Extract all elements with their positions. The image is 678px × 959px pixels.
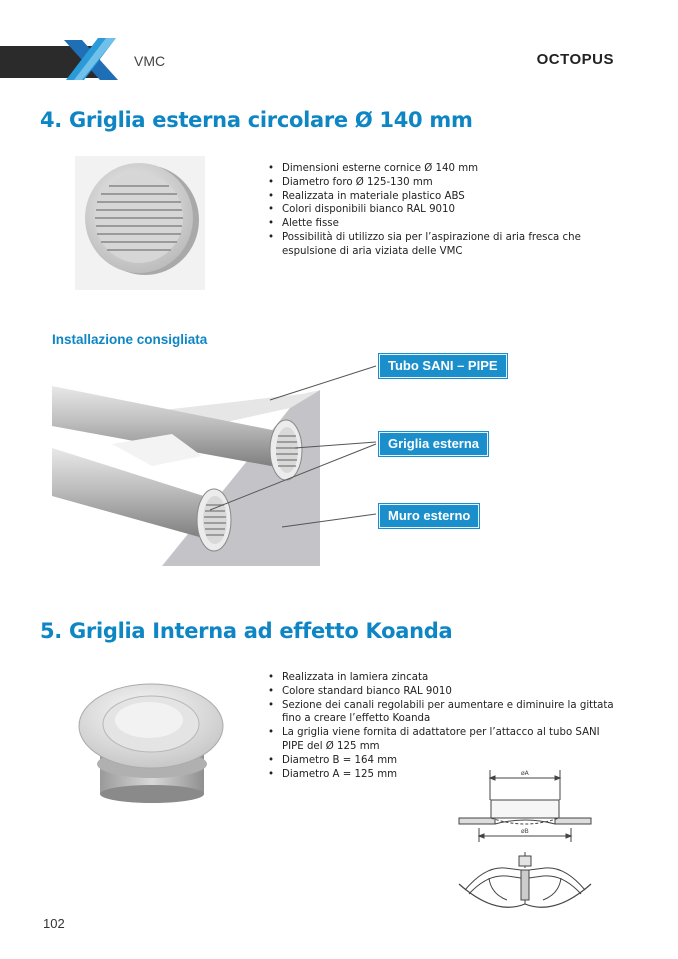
list-item: • Diametro foro Ø 125-130 mm xyxy=(268,176,630,190)
koanda-grille-image xyxy=(76,680,226,804)
list-item: • Possibilità di utilizzo sia per l’aspirazione di aria fresca che espulsione di aria viziata delle VMC xyxy=(268,231,630,259)
callout-wall-label: Muro esterno xyxy=(379,504,479,528)
list-item: • Realizzata in materiale plastico ABS xyxy=(268,190,630,204)
list-item: • Diametro A = 125 mm xyxy=(268,768,624,782)
callout-grille-label: Griglia esterna xyxy=(379,432,488,456)
installation-subtitle: Installazione consigliata xyxy=(52,332,208,347)
list-item: • La griglia viene fornita di adattatore per l’attacco al tubo SANI PIPE del Ø 125 mm xyxy=(268,726,624,754)
dimension-a-label: øA xyxy=(521,770,529,777)
section5-title: 5. Griglia Interna ad effetto Koanda xyxy=(40,619,453,643)
list-item: • Diametro B = 164 mm xyxy=(268,754,624,768)
page-number: 102 xyxy=(43,916,65,931)
list-item: • Realizzata in lamiera zincata xyxy=(268,671,624,685)
list-item: • Colori disponibili bianco RAL 9010 xyxy=(268,203,630,217)
callout-pipe-label: Tubo SANI – PIPE xyxy=(379,354,507,378)
header-brand: OCTOPUS xyxy=(536,51,614,68)
dimension-b-label: øB xyxy=(521,828,529,835)
list-item: • Sezione dei canali regolabili per aumentare e diminuire la gittata fino a creare l’effetto Koanda xyxy=(268,699,624,727)
list-item: • Colore standard bianco RAL 9010 xyxy=(268,685,624,699)
list-item: • Alette fisse xyxy=(268,217,630,231)
list-item: • Dimensioni esterne cornice Ø 140 mm xyxy=(268,162,630,176)
section4-title: 4. Griglia esterna circolare Ø 140 mm xyxy=(40,108,473,132)
technical-drawing xyxy=(455,766,595,912)
header-section-label: VMC xyxy=(134,53,166,69)
section5-spec-list xyxy=(268,671,624,781)
